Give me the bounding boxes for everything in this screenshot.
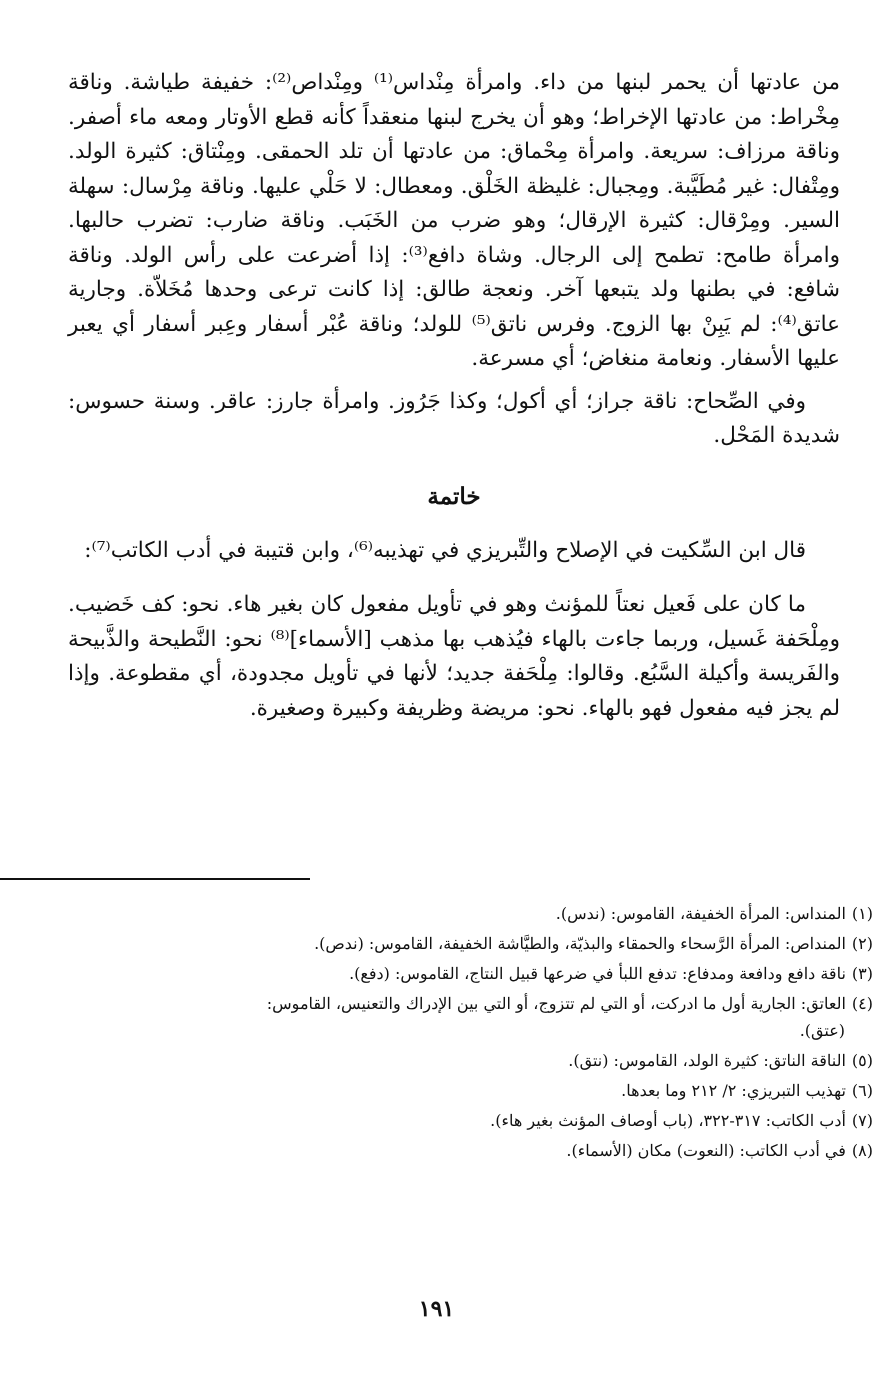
footnote-4-continuation: (عتق). (799, 1021, 845, 1040)
paragraph-conclusion-intro: قال ابن السِّكيت في الإصلاح والتِّبريزي في تهذيبه⁽⁶⁾، وابن قتيبة في أدب الكاتب⁽⁷⁾: (84, 537, 806, 563)
footnote-6 (101, 1077, 873, 1104)
footnote-number: (٧) (851, 1111, 873, 1130)
paragraph-faeel-rule: ما كان على فَعيل نعتاً للمؤنث وهو في تأويل مفعول كان بغير هاء. نحو: كف خَضيب. ومِلْحَفة غَسيل، وربما جاءت بالهاء فيُذهب بها مذهب [الأسماء]⁽⁸⁾ نحو: النَّطيحة والذَّبيحة والفَريسة وأكيلة السَّبُع. وقالوا: مِلْحَفة جديد؛ لأنها في تأويل مجدودة، أي مقطوعة. وإذا لم يجز فيه مفعول فهو بالهاء. نحو: مريضة وظريفة وكبيرة وصغيرة. (68, 592, 841, 721)
paragraph-adjectives-list: من عادتها أن يحمر لبنها من داء. وامرأة مِنْداس⁽¹⁾ ومِنْداص⁽²⁾: خفيفة طياشة. وناقة مِخْراط: من عادتها الإخراط؛ وهو أن يخرج لبنها منعقداً كأنه قطع الأوتار ومعه ماء أصفر. وناقة مرزاف: سريعة. وامرأة مِحْماق: من عادتها أن تلد الحمقى. ومِنْتاق: كثيرة الولد. ومِتْفال: غير مُطَيَّبة. ومِجبال: غليظة الخَلْق. ومعطال: لا حَلْي عليها. وناقة مِرْسال: سهلة السير. ومِرْقال: كثيرة الإرقال؛ وهو ضرب من الخَبَب. وناقة ضارب: تضرب حالبها. وامرأة طامح: تطمح إلى الرجال. وشاة دافع⁽³⁾: إذا أضرعت على رأس الولد. وناقة شافع: في بطنها ولد يتبعها آخر. ونعجة طالق: إذا كانت ترعى وحدها مُخَلاّة. وجارية عاتق⁽⁴⁾: لم يَبِنْ بها الزوج. وفرس ناتق⁽⁵⁾ للولد؛ وناقة عُبْر أسفار وعِبر أسفار أي يعبر عليها الأسفار. ونعامة منغاض؛ أي مسرعة. (68, 70, 841, 371)
footnote-3 (101, 960, 873, 987)
footnote-number: (٦) (851, 1081, 873, 1100)
footnote-divider (0, 878, 310, 880)
footnote-number: (٤) (851, 994, 873, 1013)
footnote-number: (٨) (851, 1141, 873, 1160)
footnote-text: المنداس: المرأة الخفيفة، القاموس: (ندس). (555, 904, 846, 923)
footnote-text: في أدب الكاتب: (النعوت) مكان (الأسماء). (566, 1141, 846, 1160)
paragraph-sihah: وفي الصِّحاح: ناقة جراز؛ أي أكول؛ وكذا جَرُوز. وامرأة جارز: عاقر. وسنة حسوس: شديدة المَحْل. (68, 388, 840, 448)
footnote-number: (١) (851, 904, 873, 923)
page-number: ١٩١ (418, 1296, 455, 1322)
footnote-number: (٥) (851, 1051, 873, 1070)
footnotes (101, 900, 873, 1167)
footnote-text: الناقة الناتق: كثيرة الولد، القاموس: (نتق). (568, 1051, 846, 1070)
footnote-number: (٣) (851, 964, 873, 983)
footnote-text: ناقة دافع ودافعة ومدفاع: تدفع اللبأ في ضرعها قبيل النتاج، القاموس: (دفع). (349, 964, 846, 983)
footnote-7 (101, 1107, 873, 1134)
footnote-4 (101, 990, 873, 1017)
page-body (68, 66, 840, 726)
footnote-text: العاتق: الجارية أول ما ادركت، أو التي لم تتزوج، أو التي بين الإدراك والتعنيس، القاموس: (266, 994, 846, 1013)
footnote-text: المنداص: المرأة الرَّسحاء والحمقاء والبذيّة، والطيَّاشة الخفيفة، القاموس: (ندص). (314, 934, 846, 953)
section-title: خاتمة (427, 482, 481, 510)
footnote-5 (101, 1047, 873, 1074)
footnote-8 (101, 1137, 873, 1164)
footnote-text: تهذيب التبريزي: ٢/ ٢١٢ وما بعدها. (621, 1081, 846, 1100)
footnote-number: (٢) (851, 934, 873, 953)
footnote-2 (101, 930, 873, 957)
footnote-1 (101, 900, 873, 927)
footnote-text: أدب الكاتب: ٣١٧-٣٢٢، (باب أوصاف المؤنث بغير هاء). (490, 1111, 846, 1130)
